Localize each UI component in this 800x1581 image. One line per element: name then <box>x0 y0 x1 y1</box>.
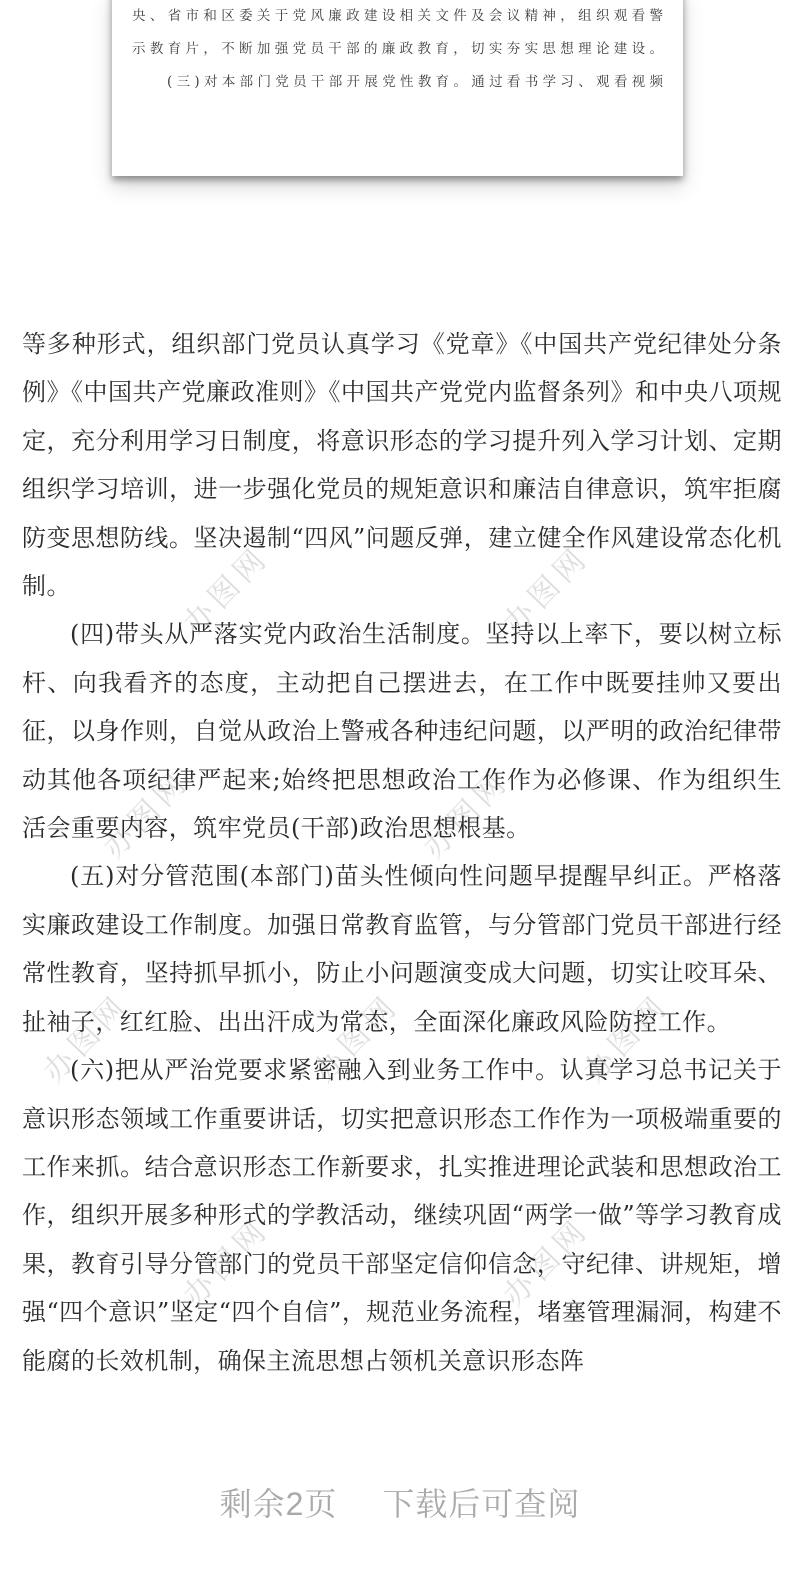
preview-line: (三)对本部门党员干部开展党性教育。通过看书学习、观看视频 <box>167 74 663 90</box>
watermark-text: 办图网 <box>177 1212 276 1313</box>
document-body-text <box>22 320 782 1440</box>
watermark-text: 办图网 <box>177 540 276 641</box>
watermark-text: 办图网 <box>497 540 596 641</box>
body-paragraph: (六)把从严治党要求紧密融入到业务工作中。认真学习总书记关于意识形态领域工作重要讲话，切实把意识形态工作作为一项极端重要的工作来抓。结合意识形态工作新要求，扎实推进理论武装和思想政治工作，组织开展多种形式的学教活动，继续巩固“两学一做”等学习教育成果，教育引导分管部门的党员干部坚定信仰信念，守纪律、讲规矩，增强“四个意识”坚定“四个自信”，规范业务流程，堵塞管理漏洞，构建不能腐的长效机制，确保主流思想占领机关意识形态阵 <box>22 1056 782 1375</box>
download-notice <box>0 1479 800 1525</box>
watermark-text: 办图网 <box>577 988 676 1089</box>
body-paragraph: 等多种形式，组织部门党员认真学习《党章》《中国共产党纪律处分条例》《中国共产党廉政准则》《中国共产党党内监督条列》和中央八项规定，充分利用学习日制度，将意识形态的学习提升列入学习计划、定期组织学习培训，进一步强化党员的规矩意识和廉洁自律意识，筑牢拒腐防变思想防线。坚决遏制“四风”问题反弹，建立健全作风建设常态化机制。 <box>22 330 782 601</box>
watermark-text: 办图网 <box>417 764 516 865</box>
document-preview-card <box>112 0 683 176</box>
preview-card-text <box>132 0 663 99</box>
watermark-text: 办图网 <box>37 988 136 1089</box>
preview-line: 示教育片，不断加强党员干部的廉政教育，切实夯实思想理论建设。 <box>132 41 663 57</box>
watermark-text: 办图网 <box>97 764 196 865</box>
preview-line: 央、省市和区委关于党风廉政建设相关文件及会议精神，组织观看警 <box>132 8 663 24</box>
watermark-text: 办图网 <box>307 988 406 1089</box>
body-paragraph: (四)带头从严落实党内政治生活制度。坚持以上率下，要以树立标杆、向我看齐的态度，主动把自己摆进去，在工作中既要挂帅又要出征，以身作则，自觉从政治上警戒各种违纪问题，以严明的政治纪律带动其他各项纪律严起来;始终把思想政治工作作为必修课、作为组织生活会重要内容，筑牢党员(干部)政治思想根基。 <box>22 620 782 843</box>
remaining-pages-label: 剩余2页 <box>219 1486 338 1522</box>
body-paragraph: (五)对分管范围(本部门)苗头性倾向性问题早提醒早纠正。严格落实廉政建设工作制度。加强日常教育监管，与分管部门党员干部进行经常性教育，坚持抓早抓小，防止小问题演变成大问题，切实让咬耳朵、扯袖子，红红脸、出出汗成为常态，全面深化廉政风险防控工作。 <box>22 862 782 1036</box>
watermark-text: 办图网 <box>497 1212 596 1313</box>
download-hint-label: 下载后可查阅 <box>382 1486 581 1522</box>
